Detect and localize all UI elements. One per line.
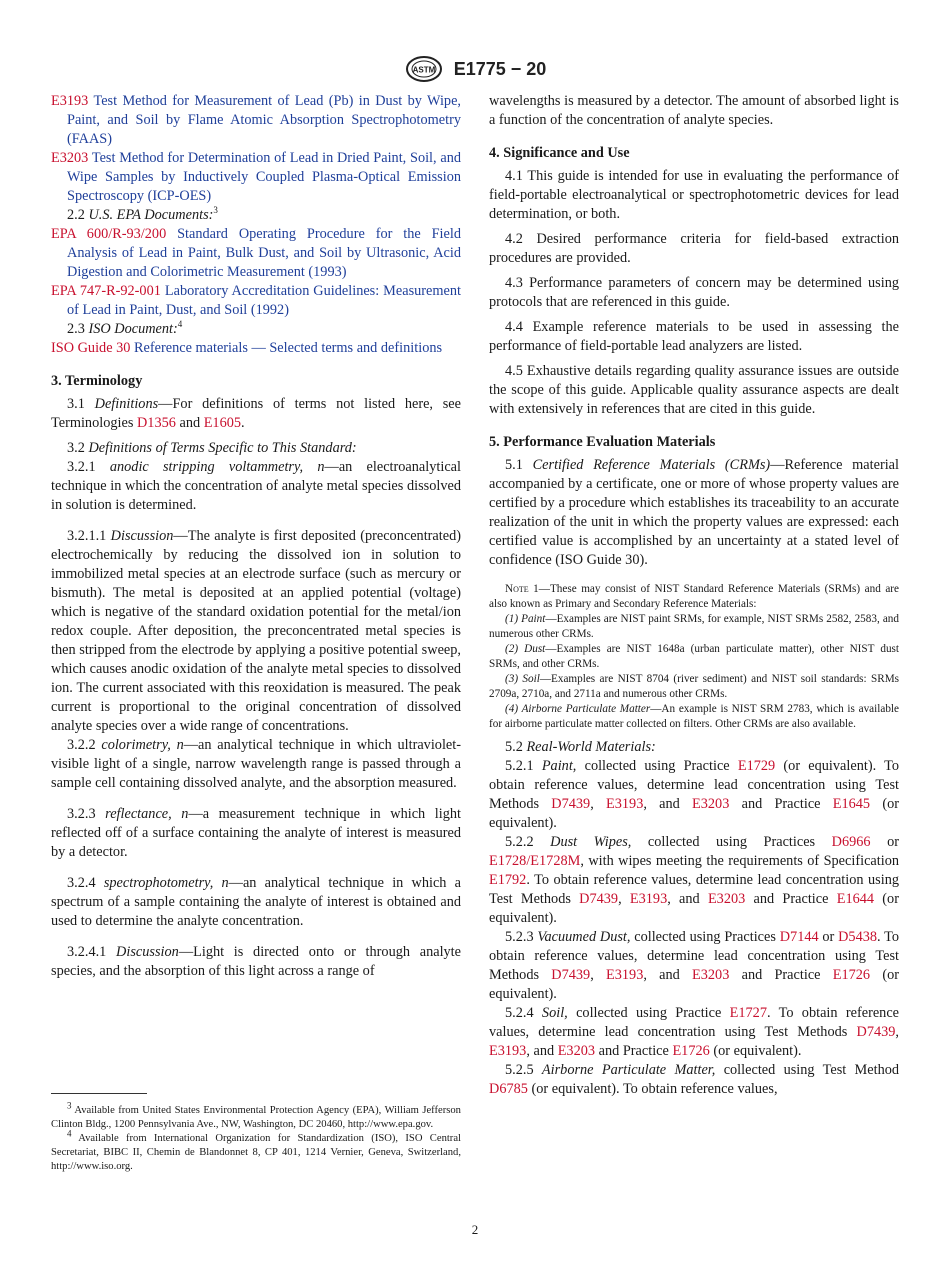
section-number: 3.2 (67, 440, 85, 456)
text: or (822, 929, 835, 945)
text: Example reference materials to be used in assessing the performance of field-portable lead analyzers are listed. (489, 319, 899, 354)
text: , with wipes meeting the requirements of Specification (580, 853, 899, 869)
reference-code-link[interactable]: EPA 747-R-92-001 (51, 283, 161, 299)
text: This guide is intended for use in evaluating the performance of field-portable electroanalytical or spectrophotometric devices for lead determination, or both. (489, 168, 899, 222)
text: (or equivalent). (489, 967, 899, 1002)
text: , and (526, 1043, 555, 1059)
text: and Practice (598, 1043, 669, 1059)
astm-logo-icon (404, 54, 444, 84)
text: . To obtain reference values, determine lead concentration using Test Methods (489, 872, 899, 907)
text: Exhaustive details regarding quality assurance issues are outside the scope of this guide. Applicable quality assurance aspects are dealt with extensively in references that are cited in this guide. (489, 363, 899, 417)
section-number: 4.3 (505, 275, 523, 291)
note-item-airborne (489, 702, 899, 732)
subsection-2-3 (51, 320, 461, 339)
subsection-2-2 (51, 206, 461, 225)
note-term: (1) Paint (505, 613, 546, 625)
section-number: 5.1 (505, 457, 523, 473)
text: —Reference material accompanied by a certificate, one or more of whose property values are certified by a procedure which establishes its traceability to an accurate realization of the unit in which the property values are expressed: each certified value is accomplished by an uncertainty at a stated level of confidence (ISO Guide 30). (489, 457, 900, 568)
term: colorimetry, n (101, 737, 184, 753)
section-number: 3.2.1.1 (67, 528, 107, 544)
text: . To obtain reference values, determine lead concentration using Test Methods (489, 1005, 900, 1040)
section-number: 5.2.4 (505, 1005, 534, 1021)
text: , and (643, 796, 680, 812)
standard-link[interactable]: E1727 (729, 1005, 767, 1021)
reference-code-link[interactable]: E3193 (51, 93, 89, 109)
paragraph-3-2-4-1 (51, 943, 461, 981)
text: Performance parameters of concern may be determined using protocols that are referenced in this guide. (489, 275, 899, 310)
section-number: 5.2.3 (505, 929, 534, 945)
paragraph-3-2-1 (51, 458, 461, 515)
paragraph-3-2 (51, 439, 461, 458)
text: collected using Test Method (723, 1062, 900, 1078)
section-number: 4.4 (505, 319, 523, 335)
text: , (618, 891, 622, 907)
standard-link[interactable]: E3193 (629, 891, 668, 907)
paragraph-3-2-1-1 (51, 527, 461, 736)
term: Vacuumed Dust, (537, 929, 631, 945)
note-item-soil (489, 672, 899, 702)
reference-epa600 (51, 225, 461, 282)
paragraph-5-2-1 (489, 757, 899, 833)
section-number: 3.2.2 (67, 737, 96, 753)
right-column (489, 92, 899, 1099)
section-number: 4.2 (505, 231, 523, 247)
reference-title: Standard Operating Procedure for the Field Analysis of Lead in Paint, Bulk Dust, and Soil by Ultrasonic, Acid Digestion and Colorimetric Measurement (1993) (67, 226, 461, 280)
continued-paragraph: wavelengths is measured by a detector. The amount of absorbed light is a function of the concentration of analyte species. (489, 93, 899, 128)
standard-link[interactable]: E1792 (489, 872, 527, 888)
text: collected using Practice (576, 1005, 722, 1021)
note-text: —These may consist of NIST Standard Reference Materials (SRMs) and are also known as Primary and Secondary Reference Materials: (489, 583, 899, 610)
text: , and (667, 891, 700, 907)
section-heading-significance: 4. Significance and Use (489, 145, 630, 161)
text: —an analytical technique in which a spectrum of a sample containing the analyte of interest is obtained and used to determine the analyte concentration. (51, 875, 462, 929)
footnote-ref[interactable]: 4 (177, 319, 183, 330)
reference-title: Reference materials — Selected terms and definitions (134, 340, 443, 356)
text: (or equivalent). To obtain reference values, (531, 1081, 778, 1097)
standard-link[interactable]: E3203 (692, 967, 730, 983)
note-term: (3) Soil (505, 673, 540, 685)
text: or (887, 834, 900, 850)
standard-link[interactable]: E3193 (606, 967, 644, 983)
term: reflectance, n (105, 806, 189, 822)
standard-link[interactable]: E1726 (832, 967, 871, 983)
standard-link[interactable]: D7439 (579, 891, 619, 907)
standard-link[interactable]: E3203 (707, 891, 746, 907)
note-label: Note 1 (505, 583, 539, 595)
reference-code-link[interactable]: EPA 600/R-93/200 (51, 226, 167, 242)
note-term: (4) Airborne Particulate Matter (505, 703, 651, 715)
paragraph-4-5 (489, 362, 899, 419)
section-number: 3.2.1 (67, 459, 96, 475)
text: (or equivalent). (489, 891, 899, 926)
section-number: 5.2.2 (505, 834, 534, 850)
section-number: 5.2.1 (505, 758, 534, 774)
standard-link[interactable]: E3203 (692, 796, 730, 812)
text: , (590, 967, 594, 983)
reference-title: Test Method for Measurement of Lead (Pb) in Dust by Wipe, Paint, and Soil by Flame Atomic Absorption Spectrophotometry (FAAS) (67, 93, 461, 147)
reference-e3203 (51, 149, 461, 206)
section-number: 3.2.3 (67, 806, 96, 822)
subsection-title: U.S. EPA Documents: (88, 207, 214, 223)
standard-link[interactable]: E1729 (737, 758, 776, 774)
text: —a measurement technique in which light reflected off of a surface containing the analyte of interest is measured by a detector. (51, 806, 461, 860)
paragraph-4-3 (489, 274, 899, 312)
paragraph-3-2-3 (51, 805, 461, 862)
section-number: 5.2 (505, 739, 523, 755)
footnote-4 (51, 1128, 461, 1174)
standard-link[interactable]: E3193 (489, 1043, 527, 1059)
term: spectrophotometry, n (103, 875, 229, 891)
standard-link[interactable]: E1605 (203, 415, 242, 431)
term: Discussion (110, 528, 174, 544)
section-number: 2.2 (67, 207, 85, 223)
note-item-paint (489, 612, 899, 642)
standard-link[interactable]: E3193 (606, 796, 644, 812)
paragraph-5-2-2 (489, 833, 899, 928)
logo-text: ASTM (412, 65, 436, 75)
text: (or equivalent). To obtain reference values, determine lead concentration using Test Methods (489, 758, 900, 812)
note-1-intro (489, 582, 899, 612)
footnote-text: Available from United States Environmental Protection Agency (EPA), William Jefferson Clinton Bldg., 1200 Pennsylvania Ave., NW, Washington, DC 20460, http://www.epa.gov. (51, 1105, 461, 1130)
footnote-3 (51, 1100, 461, 1132)
paragraph-5-2-4 (489, 1004, 899, 1061)
footnote-divider (51, 1093, 147, 1094)
paragraph-3-2-2 (51, 736, 461, 793)
standard-link[interactable]: E1728/E1728M (489, 853, 581, 869)
footnotes (51, 1100, 461, 1174)
section-number: 4.1 (505, 168, 523, 184)
text: , (895, 1024, 899, 1040)
standard-link[interactable]: E3203 (557, 1043, 596, 1059)
footnote-mark: 3 (67, 1100, 72, 1111)
standard-link[interactable]: E1644 (836, 891, 875, 907)
reference-epa747 (51, 282, 461, 320)
text: —The analyte is first deposited (preconcentrated) electrochemically by reducing the dissolved ion in solution to immobilized metal species at an electrode surface (such as mercury or bismuth). The metal is deposited at an applied potential (voltage) which is negative of the standard oxidation potential for the metal/ion redox couple. After deposition, the preconcentrated metal species is then stripped from the electrode by applying a positive potential sweep, which causes anodic oxidation of the analyte metal species to dissolved ion. The current associated with this reoxidation is measured. The peak current is proportional to the original concentration of dissolved analyte species over a wide range of concentrations. (51, 528, 461, 734)
reference-title: Laboratory Accreditation Guidelines: Measurement of Lead in Paint, Dust, and Soil (1992) (67, 283, 461, 318)
paragraph-3-2-4 (51, 874, 461, 931)
term: Paint, (541, 758, 577, 774)
text: and Practice (741, 967, 821, 983)
text: collected using Practice (584, 758, 730, 774)
reference-e3193 (51, 92, 461, 149)
paragraph-5-2-3 (489, 928, 899, 1004)
left-column (51, 92, 461, 981)
term: Airborne Particulate Matter, (541, 1062, 716, 1078)
standard-link[interactable]: D5438 (838, 929, 878, 945)
term: Discussion (116, 944, 179, 960)
standard-link[interactable]: E1726 (672, 1043, 710, 1059)
standard-link[interactable]: D7439 (551, 796, 591, 812)
section-number: 3.2.4 (67, 875, 96, 891)
term: Definitions of Terms Specific to This Standard: (88, 440, 357, 456)
standard-link[interactable]: E1645 (832, 796, 871, 812)
footnote-mark: 4 (67, 1128, 72, 1139)
standard-link[interactable]: D6785 (489, 1081, 528, 1097)
text: , (590, 796, 594, 812)
paragraph-5-1 (489, 456, 899, 570)
reference-title: Test Method for Determination of Lead in Dried Paint, Soil, and Wipe Samples by Inductively Coupled Plasma-Optical Emission Spectroscopy (ICP-OES) (67, 150, 461, 204)
text: collected using Practices (634, 929, 776, 945)
section-heading-terminology: 3. Terminology (51, 373, 143, 389)
standard-link[interactable]: D1356 (136, 415, 176, 431)
section-heading-performance: 5. Performance Evaluation Materials (489, 434, 716, 450)
standard-link[interactable]: D7144 (779, 929, 819, 945)
note-1 (489, 582, 899, 732)
note-term: (2) Dust (505, 643, 546, 655)
footnote-ref[interactable]: 3 (213, 205, 218, 216)
paragraph-4-4 (489, 318, 899, 356)
page-header (0, 54, 950, 84)
section-number: 2.3 (67, 321, 85, 337)
paragraph-3-1 (51, 395, 461, 433)
section-number: 3.1 (67, 396, 85, 412)
text: (or equivalent). (489, 796, 899, 831)
document-id: E1775 − 20 (453, 58, 547, 79)
reference-iso-guide-30 (51, 339, 461, 358)
paragraph-4-2 (489, 230, 899, 268)
note-text: —An example is NIST SRM 2783, which is available for airborne particulate matter collected on filters. Other CRMs are also available. (489, 703, 899, 730)
term: Dust Wipes, (550, 834, 632, 850)
text: Desired performance criteria for field-based extraction procedures are provided. (489, 231, 899, 266)
term: Real-World Materials: (526, 739, 656, 755)
text: (or equivalent). (713, 1043, 802, 1059)
text: —an analytical technique in which ultraviolet-visible light of a single, narrow wavelength range is passed through a sample cell containing dissolved analyte, and the absorption measured. (51, 737, 461, 791)
section-number: 3.2.4.1 (67, 944, 107, 960)
footnote-text: Available from International Organization for Standardization (ISO), ISO Central Secretariat, BIBC II, Chemin de Blandonnet 8, CP 401, 1214 Vernier, Geneva, Switzerland, http://www.iso.org. (51, 1133, 461, 1172)
term: Certified Reference Materials (CRMs) (532, 457, 771, 473)
paragraph-5-2 (489, 738, 899, 757)
term: Definitions (94, 396, 159, 412)
text: . (241, 415, 245, 431)
text: and Practice (741, 796, 821, 812)
reference-code-link[interactable]: ISO Guide 30 (51, 340, 131, 356)
standard-link[interactable]: D7439 (551, 967, 591, 983)
note-text: —Examples are NIST 8704 (river sediment) and NIST soil standards: SRMs 2709a, 2710a, and 2711a and numerous other CRMs. (489, 673, 899, 700)
term: anodic stripping voltammetry, n (109, 459, 325, 475)
subsection-title: ISO Document: (88, 321, 178, 337)
text: collected using Practices (647, 834, 816, 850)
section-number: 5.2.5 (505, 1062, 534, 1078)
text: , and (643, 967, 680, 983)
note-item-dust (489, 642, 899, 672)
page-number: 2 (471, 1222, 479, 1237)
section-number: 4.5 (505, 363, 523, 379)
text: and Practice (753, 891, 829, 907)
text: —For definitions of terms not listed here, see Terminologies (51, 396, 461, 431)
note-text: —Examples are NIST 1648a (urban particulate matter), other NIST dust SRMs, and other CRMs. (489, 643, 899, 670)
standard-link[interactable]: D7439 (856, 1024, 896, 1040)
paragraph-5-2-5 (489, 1061, 899, 1099)
standard-link[interactable]: D6966 (831, 834, 871, 850)
text: and (179, 415, 201, 431)
text: —Light is directed onto or through analyte species, and the absorption of this light across a range of (51, 944, 462, 979)
note-text: —Examples are NIST paint SRMs, for example, NIST SRMs 2582, 2583, and numerous other CRMs. (489, 613, 899, 640)
reference-code-link[interactable]: E3203 (51, 150, 89, 166)
paragraph-4-1 (489, 167, 899, 224)
text: —an electroanalytical technique in which the concentration of analyte metal species dissolved in solution is determined. (51, 459, 462, 513)
text: . To obtain reference values, determine lead concentration using Test Methods (489, 929, 899, 983)
term: Soil, (541, 1005, 568, 1021)
